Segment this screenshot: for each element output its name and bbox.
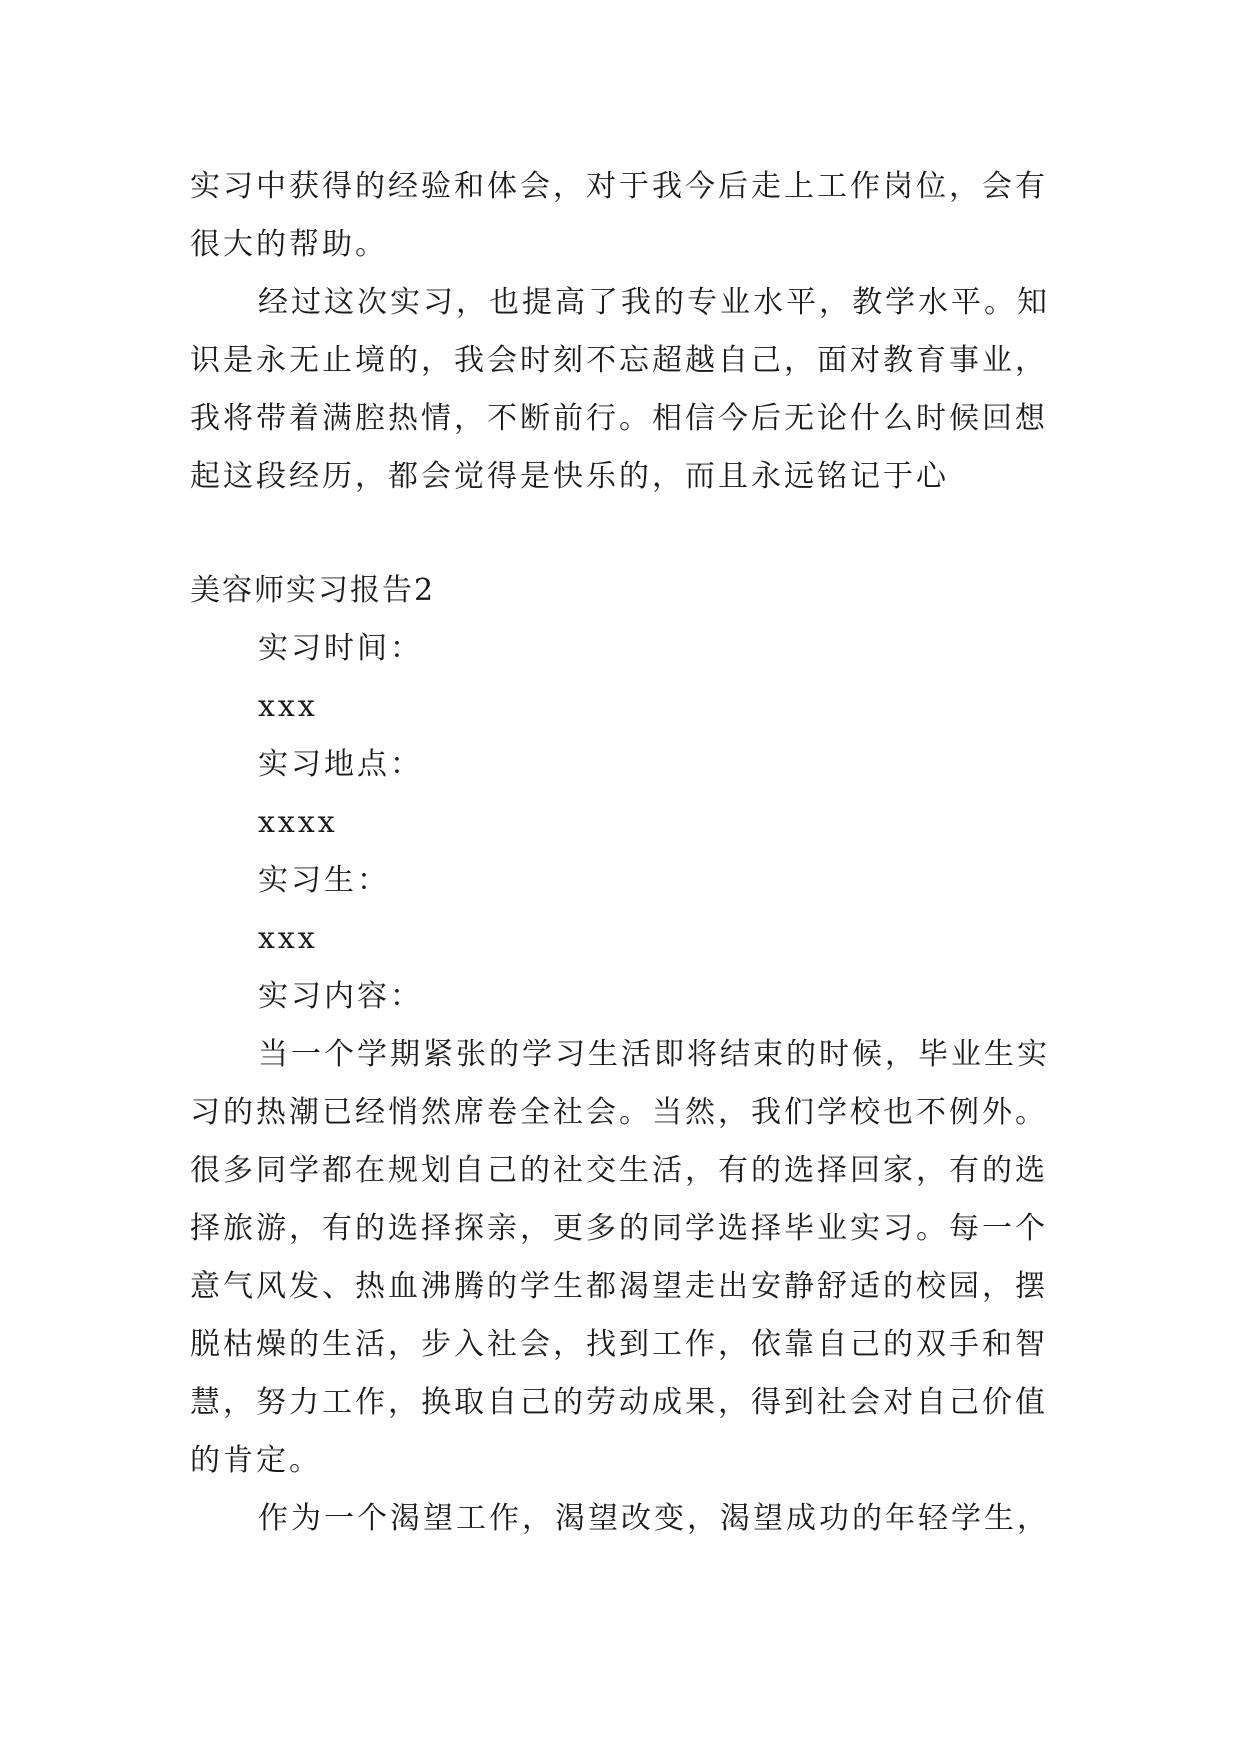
- field-value-intern: xxx: [258, 921, 318, 956]
- report-fields: [190, 620, 1070, 1026]
- text-line: 慧，努力工作，换取自己的劳动成果，得到社会对自己价值: [190, 1385, 1048, 1420]
- text-line: 当一个学期紧张的学习生活即将结束的时候，毕业生实: [258, 1037, 1050, 1072]
- text-line: 作为一个渴望工作，渴望改变，渴望成功的年轻学生，: [258, 1501, 1050, 1536]
- paragraph-continuation: [190, 158, 1070, 274]
- text-line: 择旅游，有的选择探亲，更多的同学选择毕业实习。每一个: [190, 1211, 1048, 1246]
- text-line: 识是永无止境的，我会时刻不忘超越自己，面对教育事业，: [190, 343, 1048, 378]
- text-line: 脱枯燥的生活，步入社会，找到工作，依靠自己的双手和智: [190, 1327, 1048, 1362]
- text-line: 起这段经历，都会觉得是快乐的，而且永远铭记于心: [190, 459, 949, 494]
- field-value-time: xxx: [258, 689, 318, 724]
- text-line: 经过这次实习，也提高了我的专业水平，教学水平。知: [258, 285, 1050, 320]
- text-line: 意气风发、热血沸腾的学生都渴望走出安静舒适的校园，摆: [190, 1269, 1048, 1304]
- document-body: [190, 158, 1070, 1548]
- text-line: 实习中获得的经验和体会，对于我今后走上工作岗位，会有: [190, 169, 1048, 204]
- text-line: 习的热潮已经悄然席卷全社会。当然，我们学校也不例外。: [190, 1095, 1048, 1130]
- field-value-location: xxxx: [258, 805, 338, 840]
- paragraph-content: [190, 1026, 1070, 1490]
- field-label-content: 实习内容：: [258, 979, 423, 1014]
- paragraph-reflection: [190, 274, 1070, 506]
- text-line: 很大的帮助。: [190, 227, 388, 262]
- section-spacer: [190, 506, 1070, 562]
- paragraph-last: [190, 1490, 1070, 1548]
- field-label-time: 实习时间：: [258, 631, 423, 666]
- section-title: 美容师实习报告2: [190, 573, 436, 608]
- text-line: 的肯定。: [190, 1443, 322, 1478]
- field-label-intern: 实习生：: [258, 863, 390, 898]
- text-line: 我将带着满腔热情，不断前行。相信今后无论什么时候回想: [190, 401, 1048, 436]
- field-label-location: 实习地点：: [258, 747, 423, 782]
- text-line: 很多同学都在规划自己的社交生活，有的选择回家，有的选: [190, 1153, 1048, 1188]
